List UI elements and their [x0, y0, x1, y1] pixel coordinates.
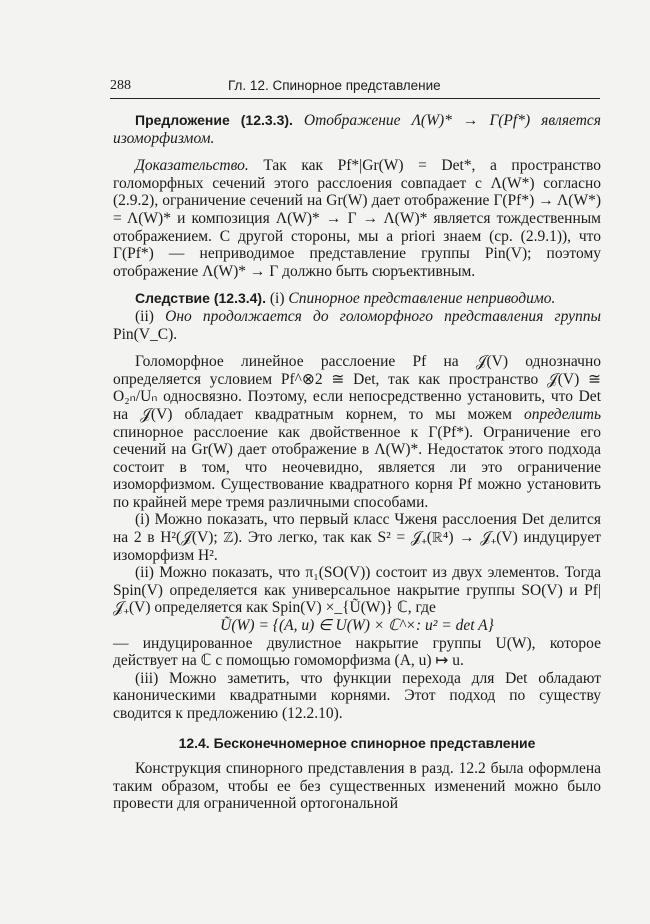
paragraph-1-rest: спинорное расслоение как двойственное к Γ(Pf*). Ограничение его сечений на Gr(W) дает отображение в Λ(W)*. Недостаток этого подхода состоит в том, что неочевидно, является ли это ограничение изоморфизмом. Существование квадратного корня Pf можно установить по крайней мере тремя различными способами.: [113, 423, 601, 511]
proof-text: Так как Pf*|Gr(W) = Det*, а пространство голоморфных сечений этого расслоения совпадает с Λ(W*) согласно (2.9.2), ограничение сечений на Gr(W) дает отображение Γ(Pf*) → Λ(W*) = Λ(W)* и композиция Λ(W)* → Γ → Λ(W)* является тождественным отображением. С другой стороны, мы a priori знаем (ср. (2.9.1)), что Γ(Pf*) — неприводимое представление группы Pin(V); поэтому отображение Λ(W)* → Γ должно быть сюръективным.: [113, 157, 601, 280]
section-paragraph: Конструкция спинорного представления в разд. 12.2 была оформлена таким образом, чтобы ее без существенных изменений можно было провести для ограниченной ортогональной: [113, 760, 601, 813]
paragraph-pf-line-bundle: [113, 353, 601, 511]
paragraph-1-start: Голоморфное линейное расслоение Pf на 𝒥(V) однозначно определяется условием Pf^⊗2 ≅ Det, так как пространство 𝒥(V) ≅ O₂ₙ/Uₙ односвязно. Поэтому, если непосредственно установить, что Det на 𝒥(V) обладает квадратным корнем, то мы можем: [113, 353, 601, 423]
proposition-statement: Отображение Λ(W)* → Γ(Pf*) является изоморфизмом.: [113, 112, 601, 147]
paragraph-1-emphasis: определить: [523, 405, 601, 423]
paragraph-method-3: (iii) Можно заметить, что функции перехода для Det обладают каноническими квадратными корнями. Этот подход по существу сводится к предложению (12.2.10).: [113, 669, 601, 722]
corollary-item1-num: (i): [269, 290, 285, 308]
corollary-item2-tail: Pin(V_C).: [113, 325, 178, 343]
proof-label: Доказательство.: [135, 157, 249, 175]
proposition-label: Предложение (12.3.3).: [135, 112, 293, 128]
corollary: [113, 290, 601, 308]
display-formula: Ũ(W) = {(A, u) ∈ U(W) × ℂ^×: u² = det A}: [220, 617, 494, 635]
paragraph-method-2: (ii) Можно показать, что π₁(SO(V)) состоит из двух элементов. Тогда Spin(V) определяется как универсальное накрытие группы SO(V) и Pf|𝒥₊(V) определяется как Spin(V) ×_{Ũ(W)} ℂ, где: [113, 564, 601, 617]
corollary-item1-text: Спинорное представление неприводимо.: [288, 290, 556, 308]
section-heading: 12.4. Бесконечномерное спинорное представление: [178, 734, 536, 751]
proof: [113, 157, 601, 280]
corollary-item2: [113, 308, 601, 343]
running-title: Гл. 12. Спинорное представление: [228, 78, 441, 93]
running-header: [110, 76, 600, 99]
corollary-item2-num: (ii): [135, 307, 154, 325]
paragraph-method-1: (i) Можно показать, что первый класс Чженя расслоения Det делится на 2 в H²(𝒥(V); ℤ). Это легко, так как S² = 𝒥₊(ℝ⁴) → 𝒥₊(V) индуцирует изоморфизм H².: [113, 511, 601, 564]
proposition: [113, 112, 601, 147]
page-body: [113, 112, 601, 813]
corollary-label: Следствие (12.3.4).: [135, 290, 266, 307]
page-number: 288: [110, 78, 131, 93]
corollary-item2-text: Оно продолжается до голоморфного представления группы: [165, 307, 602, 325]
paragraph-covering: — индуцированное двулистное накрытие группы U(W), которое действует на ℂ с помощью гомоморфизма (A, u) ↦ u.: [113, 634, 601, 670]
